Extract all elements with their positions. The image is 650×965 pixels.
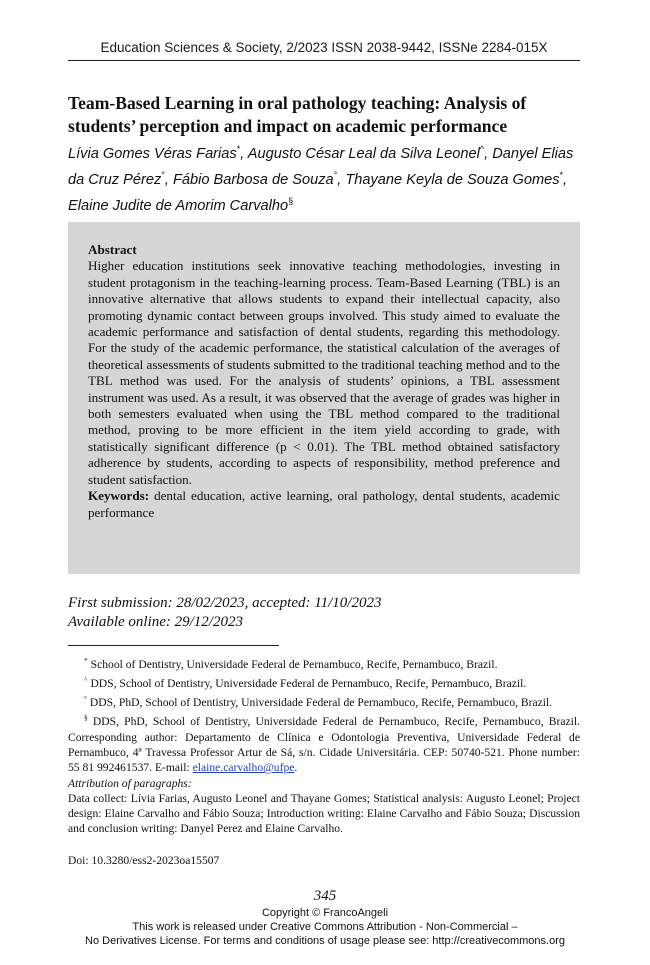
footnote-rule — [68, 645, 279, 646]
footnote-affiliation-4 — [68, 710, 580, 775]
submission-date: First submission: 28/02/2023, accepted: 11/10/2023 — [68, 595, 382, 611]
journal-header: Education Sciences & Society, 2/2023 ISSN 2038-9442, ISSNe 2284-015X — [100, 40, 548, 55]
abstract-heading: Abstract — [88, 242, 137, 257]
author-list — [68, 139, 582, 217]
footnote-mark: ^ — [84, 675, 88, 685]
header-rule — [68, 60, 580, 61]
keywords — [88, 488, 560, 521]
footnote-affiliation-1 — [68, 653, 580, 672]
footnote-mark: ° — [84, 694, 87, 704]
author-separator: , — [563, 171, 568, 188]
footnote-mark: § — [84, 713, 88, 723]
footnote-text: DDS, PhD, School of Dentistry, Universidade Federal de Pernambuco, Recife, Pernambuco, Brazil. — [89, 696, 553, 710]
keywords-label: Keywords: — [88, 488, 150, 504]
author-name: Elaine Judite de Amorim Carvalho — [68, 197, 289, 214]
author-mark: * — [236, 144, 241, 154]
license-line: No Derivatives License. For terms and conditions of usage please see: http://creativecommons.org — [85, 935, 565, 947]
author-separator: , — [484, 145, 493, 162]
keywords-text: dental education, active learning, oral pathology, dental students, academic performance — [88, 488, 560, 520]
author-separator: , — [240, 145, 248, 162]
author-mark: * — [559, 169, 564, 180]
abstract-text: Higher education institutions seek innovative teaching methodologies, investing in student protagonism in the teaching-learning process. Team-Based Learning (TBL) is an innovative alternative that allows students to expand their intellectual capacity, also promoting dynamic contact between groups involved. This study aimed to evaluate the academic performance and satisfaction of dental students, regarding this methodology. For the study of the academic performance, the statistical calculation of the averages of theoretical assessments of students submitted to the traditional teaching method and to the TBL method was used. For the analysis of students’ opinions, a TBL assessment instrument was used. As a result, it was observed that the average of grades was higher in both semesters evaluated when using the TBL method compared to the traditional method, proving to be more efficient in the item yield according to grade, with statistically significant difference (p < 0.01). The TBL method obtained satisfactory adherence by students, according to aspects of responsibility, method preference and student satisfaction. — [88, 258, 560, 487]
author-mark: § — [288, 195, 294, 206]
footnote-text: DDS, PhD, School of Dentistry, Universidade Federal de Pernambuco, Recife, Pernambuco, Brazil. Corresponding author: Departamento de Clínica e Odontologia Preventiva, Universidade Federal de Pernambuco, 4ª Travessa Professor Artur de Sá, s/n. Cidade Universitária. CEP: 50740-521. Phone number: 55 81 992461537. E-mail: — [68, 715, 580, 775]
footnote-affiliation-2 — [68, 672, 580, 691]
copyright-line: Copyright © FrancoAngeli — [261, 907, 389, 919]
footnote-mark: * — [84, 656, 88, 665]
footnote-suffix: . — [294, 761, 298, 775]
author-name: Augusto César Leal da Silva Leonel — [247, 145, 480, 162]
attribution-text: Data collect: Lívia Farias, Augusto Leonel and Thayane Gomes; Statistical analysis: Augusto Leonel; Project design: Elaine Carvalho and Fábio Souza; Introduction writing: Elaine Carvalho and Fábio Souza; Discussion and conclusion writing: Danyel Perez and Elaine Carvalho. — [68, 791, 580, 836]
author-name: Fábio Barbosa de Souza — [173, 171, 334, 188]
author-separator: , — [164, 171, 173, 188]
doi: Doi: 10.3280/ess2-2023oa15507 — [68, 854, 220, 867]
attribution-heading: Attribution of paragraphs: — [68, 776, 192, 790]
footnotes — [68, 653, 580, 837]
footnote-affiliation-3 — [68, 691, 580, 710]
author-name: Danyel Elias da Cruz Pérez — [68, 145, 574, 188]
online-date: Available online: 29/12/2023 — [68, 614, 243, 630]
author-name: Thayane Keyla de Souza Gomes — [345, 171, 560, 188]
author-mark: ^ — [479, 144, 485, 154]
email-link[interactable]: elaine.carvalho@ufpe — [192, 761, 295, 775]
page-number: 345 — [313, 888, 337, 904]
footnote-text: School of Dentistry, Universidade Federal de Pernambuco, Recife, Pernambuco, Brazil. — [90, 657, 498, 671]
abstract-box — [68, 222, 580, 574]
copyright-footer — [0, 906, 650, 948]
author-name: Lívia Gomes Véras Farias — [68, 145, 237, 162]
author-mark: ° — [333, 169, 338, 180]
submission-dates — [68, 594, 580, 632]
footnote-text: DDS, School of Dentistry, Universidade Federal de Pernambuco, Recife, Pernambuco, Brazil. — [90, 677, 527, 691]
author-mark: ° — [161, 169, 165, 180]
author-separator: , — [337, 171, 346, 188]
license-line: This work is released under Creative Commons Attribution - Non-Commercial – — [132, 921, 518, 933]
abstract-content — [88, 242, 560, 521]
article-title: Team-Based Learning in oral pathology teaching: Analysis of students’ perception and impact on academic performance — [68, 93, 527, 136]
